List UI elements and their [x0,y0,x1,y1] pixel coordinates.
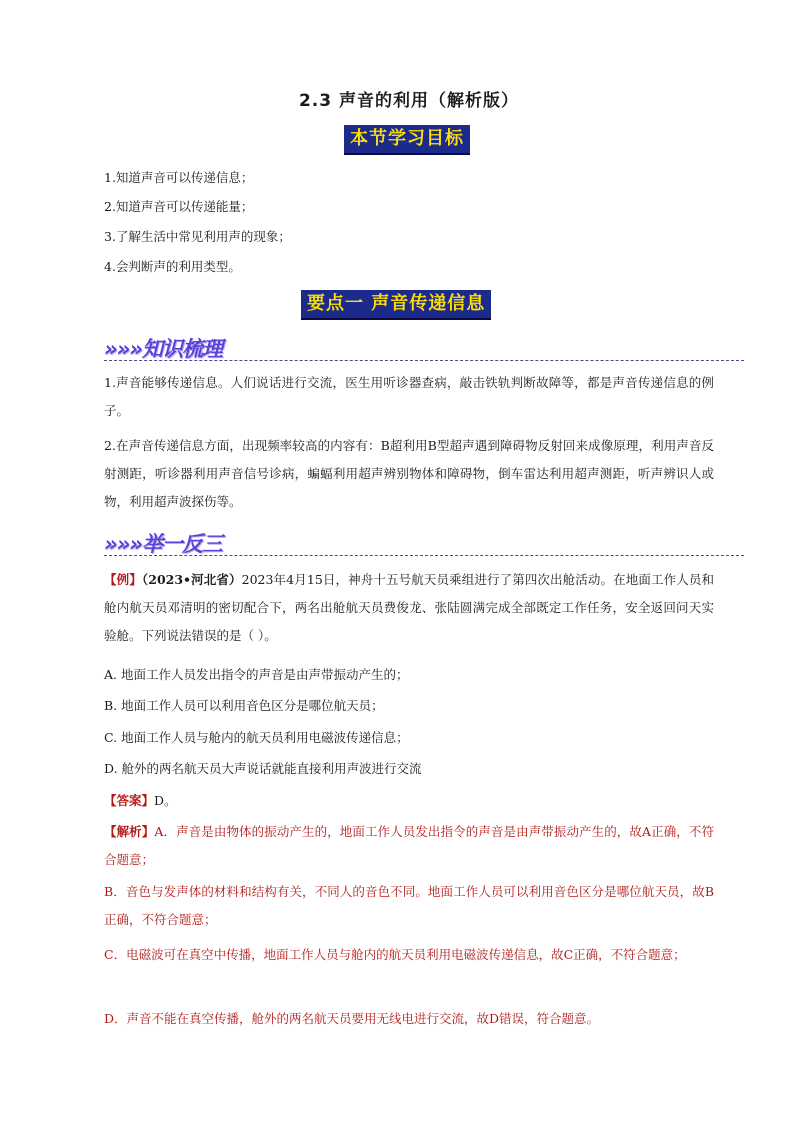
section-heading-text: »»»举一反三 [104,532,222,556]
objective-item: 1.知道声音可以传递信息； [104,170,254,185]
analysis-tag: 【解析】 [104,824,155,839]
option-c: C. 地面工作人员与舱内的航天员利用电磁波传递信息； [104,730,409,745]
answer-value: D。 [154,793,177,808]
example-source: （2023•河北省） [141,572,242,587]
option-b: B. 地面工作人员可以利用音色区分是哪位航天员； [104,698,384,713]
knowledge-paragraph-2: 2.在声音传递信息方面，出现频率较高的内容有：B超利用B型超声遇到障碍物反射回来成像原理，利用声音反射测距，听诊器利用声音信号诊病，蝙蝠利用超声辨别物体和障碍物，倒车雷达利用超声测距，听声辨识人或物，利用超声波探伤等。 [104,438,714,509]
analysis-text: A．声音是由物体的振动产生的，地面工作人员发出指令的声音是由声带振动产生的，故A正确，不符合题意； [104,824,714,867]
objective-item: 2.知道声音可以传递能量； [104,199,254,214]
analysis-a [104,818,714,874]
option-d: D. 舱外的两名航天员大声说话就能直接利用声波进行交流 [104,761,422,776]
section-heading-text: »»»知识梳理 [104,337,222,361]
answer-line [104,792,177,810]
knowledge-section-heading [104,335,744,361]
analysis-d: D．声音不能在真空传播，舱外的两名航天员要用无线电进行交流，故D错误，符合题意。 [104,1011,600,1026]
analysis-c: C．电磁波可在真空中传播，地面工作人员与舱内的航天员利用电磁波传递信息，故C正确，不符合题意； [104,947,686,962]
knowledge-paragraph-1: 1.声音能够传递信息。人们说话进行交流，医生用听诊器查病，敲击铁轨判断故障等，都是声音传递信息的例子。 [104,375,714,418]
option-a: A. 地面工作人员发出指令的声音是由声带振动产生的； [104,667,409,682]
answer-tag: 【答案】 [104,793,155,808]
example-tag: 【例】 [104,572,142,587]
example-section-heading [104,530,744,556]
example-stem-text: 2023年4月15日，神舟十五号航天员乘组进行了第四次出舱活动。在地面工作人员和舱内航天员邓清明的密切配合下，两名出舱航天员费俊龙、张陆圆满完成全部既定工作任务，安全返回问天实验舱。下列说法错误的是（ ）。 [104,572,714,643]
dashed-divider [104,555,744,556]
key-point-banner: 要点一 声音传递信息 [301,290,491,320]
page-title: 2.3 声音的利用（解析版） [298,91,520,111]
learning-goals-banner: 本节学习目标 [344,125,470,155]
objective-item: 4.会判断声的利用类型。 [104,259,241,274]
analysis-b: B．音色与发声体的材料和结构有关，不同人的音色不同。地面工作人员可以利用音色区分是哪位航天员，故B正确，不符合题意； [104,884,714,927]
objective-item: 3.了解生活中常见利用声的现象； [104,229,291,244]
example-stem [104,566,714,650]
dashed-divider [104,360,744,361]
